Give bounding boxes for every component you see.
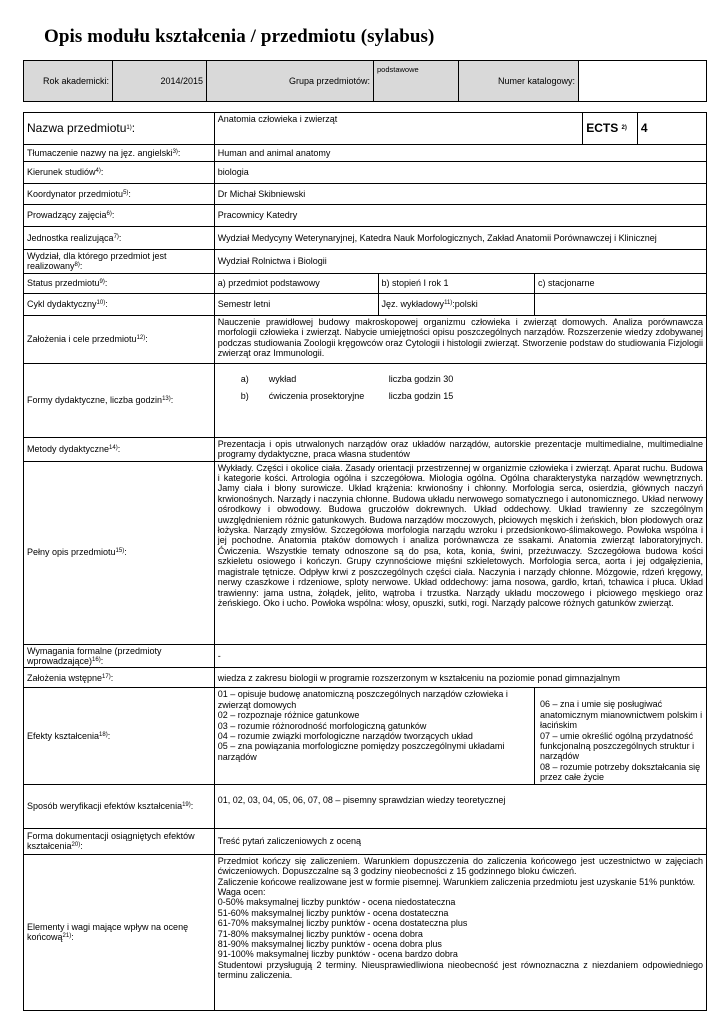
row-metody bbox=[24, 437, 707, 461]
row-label: Tłumaczenie nazwy na jęz. angielski$^{3)}$: bbox=[24, 145, 215, 162]
row-prowadzacy bbox=[24, 205, 707, 227]
row-value: Prezentacja i opis utrwalonych narządów oraz układów narządów, autorskie prezentacje multimedialne, multimedialne programy dydaktyczne, praca własna studentów bbox=[214, 437, 706, 461]
row-zalozenia bbox=[24, 315, 707, 363]
row-label: Wymagania formalne (przedmioty wprowadzające)$^{16)}$: bbox=[24, 644, 215, 668]
row-label: Założenia i cele przedmiotu$^{12)}$: bbox=[24, 315, 215, 363]
row-wydzial bbox=[24, 250, 707, 274]
row-label: Jednostka realizująca$^{7)}$: bbox=[24, 227, 215, 250]
page-title: Opis modułu kształcenia / przedmiotu (sylabus) bbox=[44, 26, 435, 47]
row-label: Kierunek studiów$^{4)}$: bbox=[24, 162, 215, 184]
status-c: c) stacjonarne bbox=[535, 273, 707, 293]
list-item: b) ćwiczenia prosektoryjne liczba godzin 15 bbox=[240, 391, 454, 402]
academic-year-value: 2014/2015 bbox=[113, 61, 207, 102]
cycle-value: Semestr letni bbox=[214, 293, 378, 315]
row-label: Wydział, dla którego przedmiot jest realizowany$^{8)}$: bbox=[24, 250, 215, 274]
row-value: Wydział Medycyny Weterynaryjnej, Katedra Nauk Morfologicznych, Zakład Anatomii Porównawczej i Klinicznej bbox=[214, 227, 706, 250]
row-tlumaczenie bbox=[24, 145, 707, 162]
row-label: Metody dydaktyczne$^{14)}$: bbox=[24, 437, 215, 461]
grading-intro-2: Zaliczenie końcowe realizowane jest w formie pisemnej. Warunkiem zaliczenia przedmiotu jest uzyskanie 51% punktów. bbox=[217, 876, 696, 887]
status-b: b) stopień I rok 1 bbox=[378, 273, 535, 293]
row-forma-dokumentacji bbox=[24, 828, 707, 854]
grading-outro: Studentowi przysługują 2 terminy. Nieusprawiedliwiona nieobecność jest równoznaczna z niezdaniem odpowiedniego terminu zaliczenia. bbox=[217, 959, 703, 981]
status-a: a) przedmiot podstawowy bbox=[214, 273, 378, 293]
ects-value: 4 bbox=[637, 113, 706, 145]
list-item: 01 – opisuje budowę anatomiczną poszczególnych narządów człowieka i zwierząt domowych bbox=[217, 689, 508, 710]
row-value: 01, 02, 03, 04, 05, 06, 07, 08 – pisemny sprawdzian wiedzy teoretycznej bbox=[214, 784, 706, 828]
row-cykl bbox=[24, 293, 707, 315]
row-value: Wykłady. Części i okolice ciała. Zasady orientacji przestrzennej w organizmie człowieka i zwierząt. Aparat ruchu. Budowa i kategorie kości. Artrologia ogólna i szczegółowa. Miologia ogólna. Ogólna charakterystyka narządów wewnętrznych. Jamy ciała i błony surowicze. Układ krążenia: krwionośny i chłonny. Morfologia serca, osierdzia, głównych naczyń krwionośnych. Narządy i naczynia chłonne. Budowa układu nerwowego somatycznego i autonomicznego. Układ nerwowy ośrodkowy i obwodowy. Budowa gruczołów dokrewnych. Układ oddechowy. Układ trawienny ze szczególnym uwzględnieniem różnic gatunkowych. Budowa narządów moczowych, płciowych męskich i żeńskich, błon płodowych oraz łożyska. Narządy zmysłów. Szczegółowa morfologia narządu wzroku i przedsionkowo-ślimakowego. Powłoka wspólna i jej pochodne. Anatomia ptaków domowych i analiza porównawcza ze ssakami. Anatomia zwierząt laboratoryjnych. Ćwiczenia. Wszystkie tematy odnoszone są do psa, kota, konia, świni, przeżuwaczy. Szczegółowa budowa kości szkieletu osiowego i kończyn. Grupy czynnościowe mięśni szkieletowych. Morfologia serca, aorta i jej odgałęzienia, magistrale tętnicze. Odpływ krwi z poszczególnych części ciała. Naczynia i narządy chłonne. Mózgowie, rdzeń kręgowy, nerwy czaszkowe i rdzeniowe, sploty nerwowe. Układ oddechowy: jama nosowa, gardło, krtań, tchawica i płuca. Układ trawienny: jama ustna, żołądek, jelito, wątroba i trzustka. Narządy układu moczowego i płciowego męskiego oraz żeńskiego. Oko i ucho. Powłoka wspólna: włosy, opuszki, sutki, rogi. Narządy palcowe różnych gatunków zwierząt. bbox=[214, 461, 706, 644]
row-label: Cykl dydaktyczny$^{10)}$: bbox=[24, 293, 215, 315]
row-efekty bbox=[24, 688, 707, 784]
ects-label: ECTS $^{2)}$ bbox=[583, 113, 638, 145]
row-pelny-opis bbox=[24, 461, 707, 644]
row-value: wiedza z zakresu biologii w programie rozszerzonym w kształceniu na poziomie ponad gimnazjalnym bbox=[214, 668, 706, 688]
row-nazwa bbox=[24, 113, 707, 145]
row-label: Efekty kształcenia$^{18)}$: bbox=[24, 688, 215, 784]
list-item: 02 – rozpoznaje różnice gatunkowe bbox=[217, 710, 360, 721]
header-table bbox=[23, 60, 707, 102]
list-item: 91-100% maksymalnej liczby punktów - ocena bardzo dobra bbox=[217, 949, 458, 960]
group-value: podstawowe bbox=[374, 61, 459, 102]
row-label: Pełny opis przedmiotu$^{15)}$: bbox=[24, 461, 215, 644]
row-label: Elementy i wagi mające wpływ na ocenę końcową$^{21)}$: bbox=[24, 854, 215, 1010]
list-item: 04 – rozumie związki morfologiczne narządów tworzących układ bbox=[217, 731, 473, 742]
list-item: 06 – zna i umie się posługiwać anatomicznym mianownictwem polskim i łacińskim bbox=[540, 699, 703, 731]
row-jednostka bbox=[24, 227, 707, 250]
row-status bbox=[24, 273, 707, 293]
row-value: Pracownicy Katedry bbox=[214, 205, 706, 227]
row-value: Wydział Rolnictwa i Biologii bbox=[214, 250, 706, 274]
row-elementy bbox=[24, 854, 707, 1010]
group-label: Grupa przedmiotów: bbox=[207, 61, 374, 102]
forms-list bbox=[214, 363, 706, 437]
list-item: 05 – zna powiązania morfologiczne pomiędzy poszczególnymi układami narządów bbox=[217, 741, 505, 762]
outcomes-right bbox=[535, 688, 707, 784]
syllabus-table bbox=[23, 112, 707, 1011]
row-value: Treść pytań zaliczeniowych z oceną bbox=[214, 828, 706, 854]
row-value: Human and animal anatomy bbox=[214, 145, 706, 162]
grading-intro: Przedmiot kończy się zaliczeniem. Warunkiem dopuszczenia do zaliczenia końcowego jest uczestnictwo w zajęciach ćwiczeniowych. Dopuszczalne są 3 godziny nieobecności z 15 godzinnego bloku ćwiczeń. bbox=[217, 855, 703, 877]
row-label: Koordynator przedmiotu$^{5)}$: bbox=[24, 184, 215, 205]
row-wymagania bbox=[24, 644, 707, 668]
catalog-number-value bbox=[579, 61, 707, 102]
row-sposob bbox=[24, 784, 707, 828]
row-label: Sposób weryfikacji efektów kształcenia$^{19)}$: bbox=[24, 784, 215, 828]
list-item: 0-50% maksymalnej liczby punktów - ocena niedostateczna bbox=[217, 897, 456, 908]
row-kierunek bbox=[24, 162, 707, 184]
row-formy bbox=[24, 363, 707, 437]
row-koordynator bbox=[24, 184, 707, 205]
list-item: 51-60% maksymalnej liczby punktów - ocena dostateczna bbox=[217, 907, 449, 918]
row-value: - bbox=[214, 644, 706, 668]
list-item: a) wykład liczba godzin 30 bbox=[240, 373, 454, 384]
row-label: Prowadzący zajęcia$^{6)}$: bbox=[24, 205, 215, 227]
academic-year-label: Rok akademicki: bbox=[24, 61, 113, 102]
list-item: 71-80% maksymalnej liczby punktów - ocena dobra bbox=[217, 928, 423, 939]
subject-name: Anatomia człowieka i zwierząt bbox=[214, 113, 582, 145]
catalog-number-label: Numer katalogowy: bbox=[459, 61, 579, 102]
row-value: Nauczenie prawidłowej budowy makroskopowej organizmu człowieka i zwierząt domowych. Analiza porównawcza morfologii człowieka i zwierząt. Nabycie umiejętności opisu poszczególnych narządów. Rozszerzenie wiedzy zdobywanej podczas studiowania Zoologii kręgowców oraz Cytologii i histologii zwierząt. Stworzenie podstaw do studiowania Fizjologii zwierząt oraz Immunologii. bbox=[214, 315, 706, 363]
language-value: Jęz. wykładowy$^{11)}$:polski bbox=[378, 293, 535, 315]
grading-details bbox=[214, 854, 706, 1010]
list-item: 08 – rozumie potrzeby dokształcania się przez całe życie bbox=[540, 761, 701, 783]
row-zalozenia-wstepne bbox=[24, 668, 707, 688]
row-label: Założenia wstępne$^{17)}$: bbox=[24, 668, 215, 688]
row-value: Dr Michał Skibniewski bbox=[214, 184, 706, 205]
list-item: 03 – rozumie różnorodność morfologiczną gatunków bbox=[217, 720, 427, 731]
empty-cell bbox=[535, 293, 707, 315]
row-label: Status przedmiotu$^{9)}$: bbox=[24, 273, 215, 293]
row-label: Nazwa przedmiotu$^{1)}$: bbox=[24, 113, 215, 145]
list-item: 61-70% maksymalnej liczby punktów - ocena dostateczna plus bbox=[217, 918, 468, 929]
row-label: Forma dokumentacji osiągniętych efektów kształcenia$^{20)}$: bbox=[24, 828, 215, 854]
row-value: biologia bbox=[214, 162, 706, 184]
outcomes-left bbox=[214, 688, 534, 784]
row-label: Formy dydaktyczne, liczba godzin$^{13)}$: bbox=[24, 363, 215, 437]
list-item: 07 – umie określić ogólną przydatność funkcjonalną poszczególnych struktur i narządów bbox=[540, 730, 695, 762]
list-item: 81-90% maksymalnej liczby punktów - ocena dobra plus bbox=[217, 938, 442, 949]
list-item: Waga ocen: bbox=[217, 886, 266, 897]
